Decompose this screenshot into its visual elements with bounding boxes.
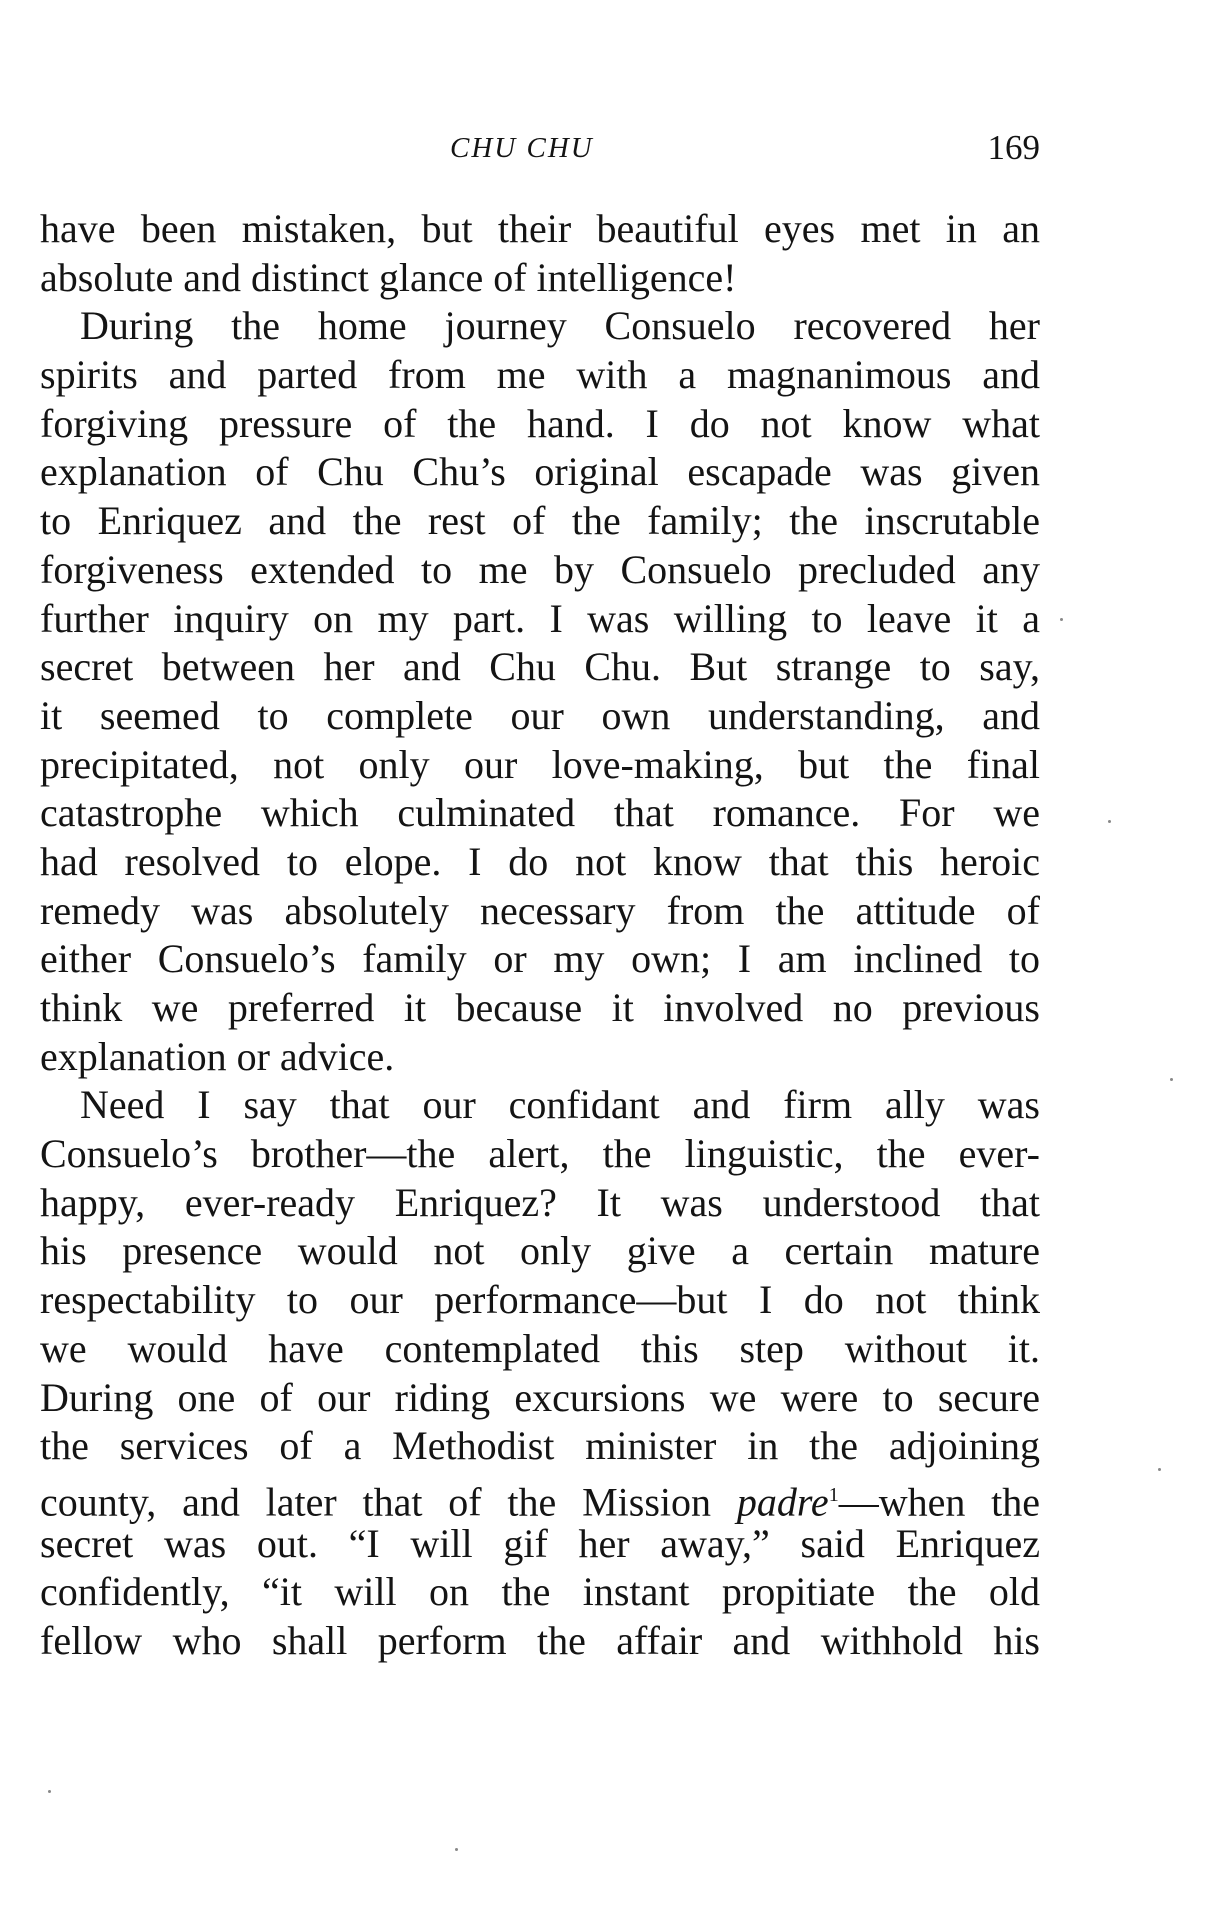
text-line: secret between her and Chu Chu. But strange to say, <box>40 644 1040 690</box>
running-title: CHU CHU <box>450 132 594 164</box>
text-line: we would have contemplated this step without it. <box>40 1325 1040 1371</box>
scan-speck <box>455 1848 458 1851</box>
scan-speck <box>1170 1078 1173 1081</box>
text-line: explanation of Chu Chu’s original escapade was given <box>40 449 1040 495</box>
text-line: further inquiry on my part. I was willing to leave it a <box>40 595 1040 641</box>
italic-word: padre <box>736 1479 829 1525</box>
text-line: remedy was absolutely necessary from the attitude of <box>40 887 1040 933</box>
text-line: the services of a Methodist minister in the adjoining <box>40 1423 1040 1469</box>
scan-speck <box>1108 820 1111 823</box>
text-line: During one of our riding excursions we were to secure <box>40 1374 1040 1420</box>
body-text <box>40 205 1040 1666</box>
text-line: forgiving pressure of the hand. I do not know what <box>40 400 1040 446</box>
text-line: had resolved to elope. I do not know that this heroic <box>40 838 1040 884</box>
page-header <box>40 128 1040 180</box>
text-line: forgiveness extended to me by Consuelo precluded any <box>40 546 1040 592</box>
text-line: respectability to our performance—but I do not think <box>40 1277 1040 1323</box>
scan-speck <box>1158 1468 1161 1471</box>
page-number: 169 <box>987 128 1040 167</box>
text-line: catastrophe which culminated that romance. For we <box>40 790 1040 836</box>
text-line-with-footnote-ref <box>40 1471 1041 1525</box>
scan-speck <box>48 1790 51 1793</box>
paragraph-first-line: During the home journey Consuelo recovered her <box>80 303 1040 349</box>
text-line: to Enriquez and the rest of the family; the inscrutable <box>40 498 1040 544</box>
text-line: it seemed to complete our own understanding, and <box>40 692 1040 738</box>
text-line: precipitated, not only our love-making, but the final <box>40 741 1040 787</box>
scan-speck <box>1060 618 1063 621</box>
text-line: confidently, “it will on the instant propitiate the old <box>40 1569 1040 1615</box>
text-line: have been mistaken, but their beautiful eyes met in an <box>40 206 1040 251</box>
text-segment: —when the <box>838 1479 1041 1525</box>
text-line: think we preferred it because it involved no previous <box>40 985 1040 1030</box>
text-line: his presence would not only give a certain mature <box>40 1228 1040 1274</box>
text-line: spirits and parted from me with a magnanimous and <box>40 352 1040 398</box>
text-segment: county, and later that of the Mission <box>40 1479 737 1525</box>
text-line: absolute and distinct glance of intelligence! <box>40 254 737 300</box>
text-line: Consuelo’s brother—the alert, the linguistic, the ever- <box>40 1131 1040 1177</box>
text-line: happy, ever-ready Enriquez? It was understood that <box>40 1179 1040 1225</box>
text-line: explanation or advice. <box>40 1033 395 1079</box>
text-line: fellow who shall perform the affair and withhold his <box>40 1617 1040 1663</box>
paragraph-first-line: Need I say that our confidant and firm ally was <box>80 1082 1040 1128</box>
text-line: either Consuelo’s family or my own; I am inclined to <box>40 936 1040 982</box>
footnote-marker: 1 <box>828 1483 839 1506</box>
text-line: secret was out. “I will gif her away,” said Enriquez <box>40 1520 1040 1566</box>
